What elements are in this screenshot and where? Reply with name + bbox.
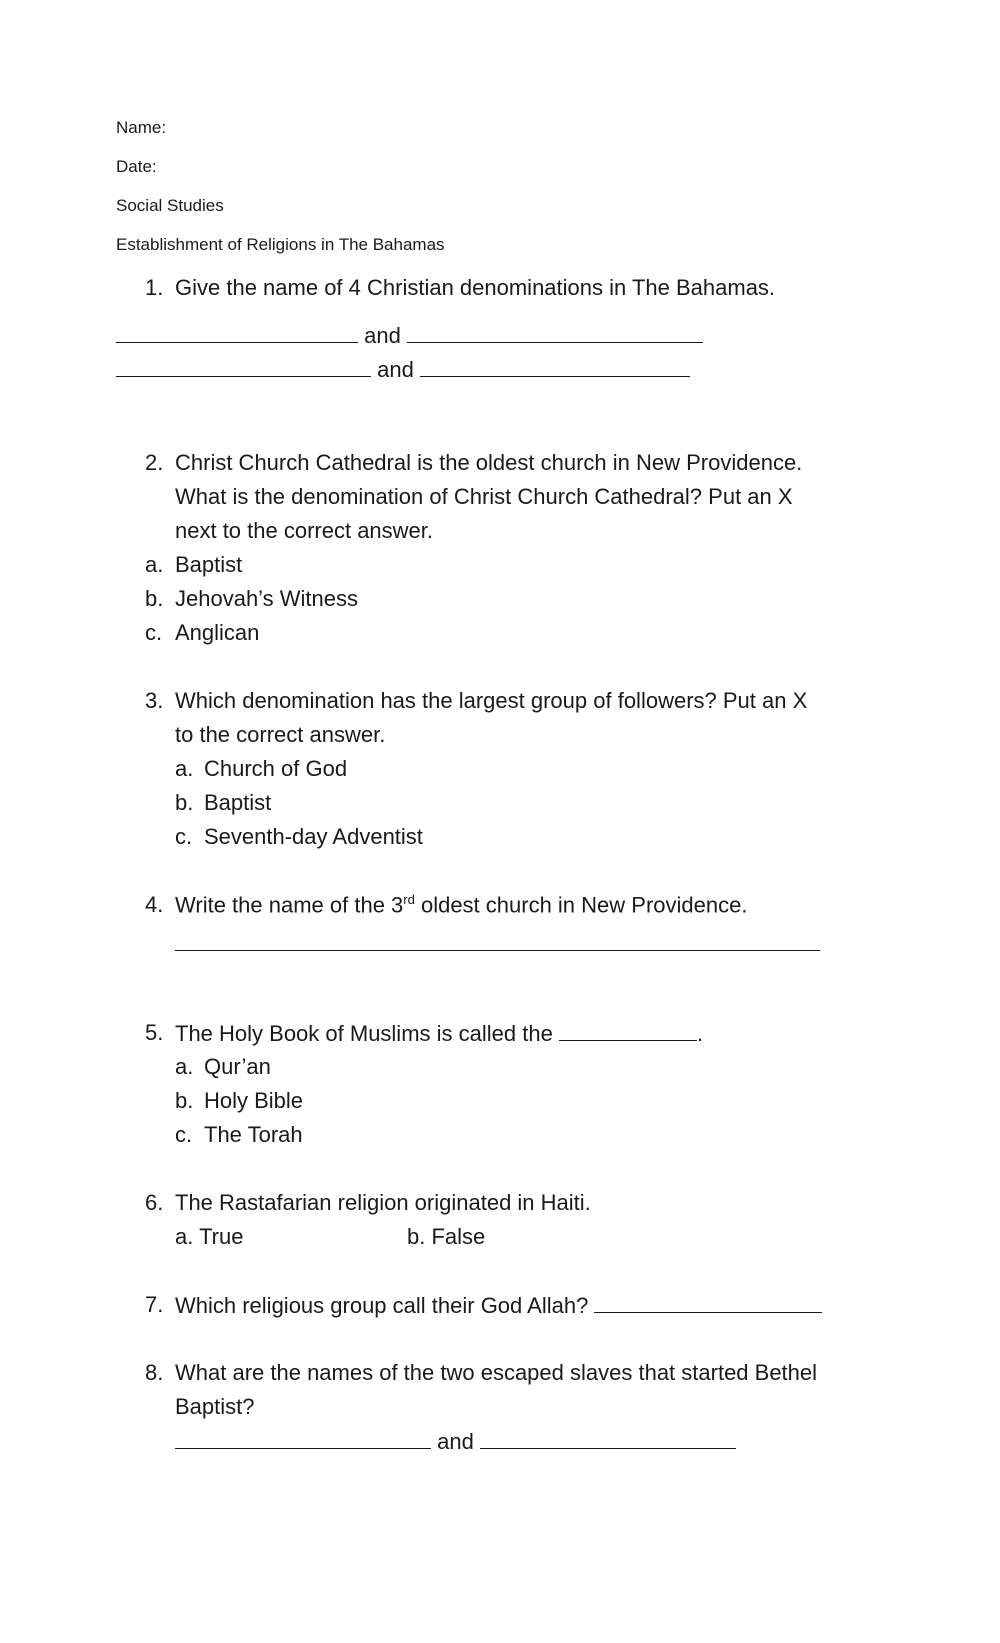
q8-number: 8. xyxy=(145,1360,164,1385)
q1-text: Give the name of 4 Christian denominations in The Bahamas. xyxy=(175,275,776,300)
q2-number: 2. xyxy=(145,450,164,475)
q3-number: 3. xyxy=(145,688,164,713)
q1-and-2: and xyxy=(377,357,414,382)
q5-option-b[interactable]: Holy Bible xyxy=(204,1088,304,1113)
name-label: Name: xyxy=(116,118,167,137)
q5-option-b-letter: b. xyxy=(175,1088,194,1113)
q8-blank-2[interactable] xyxy=(480,1428,736,1449)
q2-option-a[interactable]: Baptist xyxy=(175,552,243,577)
q6-option-true[interactable]: a. True xyxy=(175,1224,244,1249)
q8-and: and xyxy=(437,1429,474,1454)
q3-line-2: to the correct answer. xyxy=(175,722,386,747)
q8-blank-1[interactable] xyxy=(175,1428,431,1449)
q4-text-after: oldest church in New Providence. xyxy=(414,892,748,918)
subject-label: Social Studies xyxy=(116,196,224,215)
q2-option-c-letter: c. xyxy=(145,620,163,645)
q5-blank[interactable] xyxy=(559,1020,697,1041)
q2-line-1: Christ Church Cathedral is the oldest church in New Providence. xyxy=(175,450,803,475)
q3-option-a[interactable]: Church of God xyxy=(204,756,348,781)
q3-option-b-letter: b. xyxy=(175,790,194,815)
q5-text: The Holy Book of Muslims is called the xyxy=(175,1021,553,1046)
q7-text-line xyxy=(175,1292,822,1319)
q4-answer-blank[interactable] xyxy=(175,930,820,951)
q7-blank[interactable] xyxy=(594,1292,822,1313)
q4-text-before: Write the name of the 3 xyxy=(175,892,404,918)
date-label: Date: xyxy=(116,157,157,176)
q8-answer-row xyxy=(175,1428,736,1455)
q1-and-1: and xyxy=(364,323,401,348)
q1-blank-1[interactable] xyxy=(116,322,358,343)
q8-line-1: What are the names of the two escaped slaves that started Bethel xyxy=(175,1360,818,1385)
topic-label: Establishment of Religions in The Bahamas xyxy=(116,235,445,254)
q1-blank-2[interactable] xyxy=(407,322,703,343)
q2-line-2: What is the denomination of Christ Church Cathedral? Put an X xyxy=(175,484,793,509)
q6-number: 6. xyxy=(145,1190,164,1215)
q3-option-c[interactable]: Seventh-day Adventist xyxy=(204,824,423,849)
q4-superscript: rd xyxy=(403,892,415,907)
q8-line-2: Baptist? xyxy=(175,1394,255,1419)
q5-option-c[interactable]: The Torah xyxy=(204,1122,303,1147)
q5-number: 5. xyxy=(145,1020,164,1045)
q3-line-1: Which denomination has the largest group of followers? Put an X xyxy=(175,688,808,713)
q1-answer-row-2 xyxy=(116,356,690,383)
q4-number: 4. xyxy=(145,892,164,917)
q5-option-a[interactable]: Qur’an xyxy=(204,1054,271,1079)
q2-line-3: next to the correct answer. xyxy=(175,518,434,543)
q2-option-a-letter: a. xyxy=(145,552,164,577)
q3-option-b[interactable]: Baptist xyxy=(204,790,272,815)
q4-text xyxy=(175,892,747,918)
q7-text: Which religious group call their God Allah? xyxy=(175,1293,589,1318)
q1-blank-4[interactable] xyxy=(420,356,690,377)
q1-blank-3[interactable] xyxy=(116,356,371,377)
q3-option-a-letter: a. xyxy=(175,756,194,781)
q5-text-line xyxy=(175,1020,703,1047)
q6-text: The Rastafarian religion originated in Haiti. xyxy=(175,1190,591,1215)
q5-option-c-letter: c. xyxy=(175,1122,193,1147)
q6-option-false[interactable]: b. False xyxy=(407,1224,486,1249)
q1-answer-row-1 xyxy=(116,322,703,349)
q5-period: . xyxy=(696,1021,704,1046)
q2-option-c[interactable]: Anglican xyxy=(175,620,260,645)
q5-option-a-letter: a. xyxy=(175,1054,194,1079)
q2-option-b-letter: b. xyxy=(145,586,164,611)
q1-number: 1. xyxy=(145,275,164,300)
q7-number: 7. xyxy=(145,1292,164,1317)
q2-option-b[interactable]: Jehovah’s Witness xyxy=(175,586,359,611)
q3-option-c-letter: c. xyxy=(175,824,193,849)
